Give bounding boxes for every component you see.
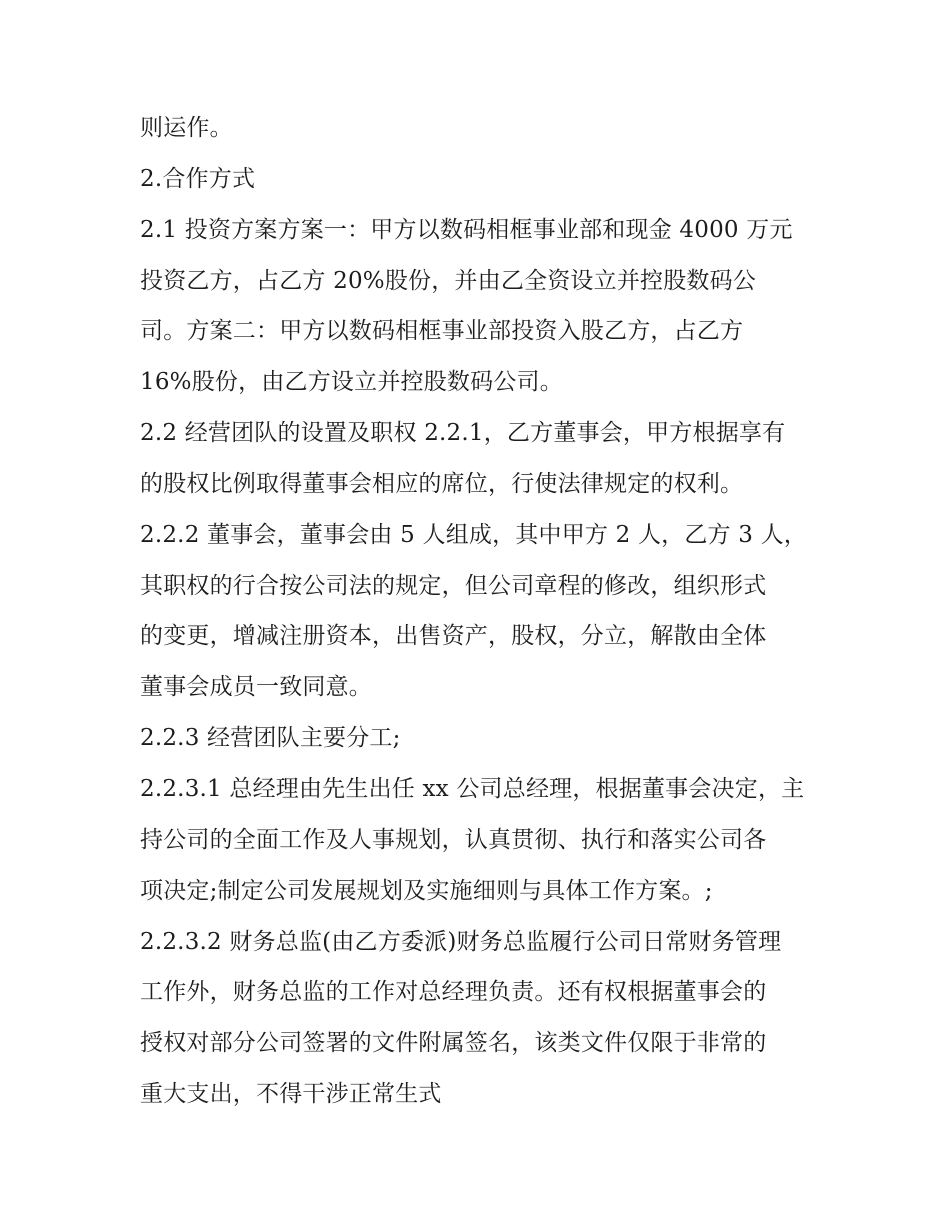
- text-line: 重大支出，不得干涉正常生式: [140, 1081, 442, 1108]
- text-line: 则运作。: [140, 115, 233, 141]
- text-line: 2.1 投资方案方案一：甲方以数码相框事业部和现金 4000 万元: [140, 216, 793, 243]
- text-line: 2.2.3 经营团队主要分工;: [140, 725, 401, 752]
- text-line: 2.2 经营团队的设置及职权 2.2.1，乙方董事会，甲方根据享有: [140, 420, 786, 447]
- text-line: 的变更，增减注册资本，出售资产，股权，分立，解散由全体: [140, 623, 767, 650]
- text-line: 投资乙方，占乙方 20%股份，并由乙全资设立并控股数码公: [140, 267, 757, 294]
- text-line: 其职权的行合按公司法的规定，但公司章程的修改，组织形式: [140, 572, 767, 599]
- text-line: 项决定;制定公司发展规划及实施细则与具体工作方案。;: [140, 877, 713, 904]
- text-line: 16%股份，由乙方设立并控股数码公司。: [140, 369, 563, 396]
- section-heading: 2.合作方式: [140, 165, 256, 192]
- text-line: 2.2.2 董事会，董事会由 5 人组成，其中甲方 2 人，乙方 3 人，: [140, 521, 807, 548]
- text-line: 授权对部分公司签署的文件附属签名，该类文件仅限于非常的: [140, 1030, 767, 1057]
- text-line: 司。方案二：甲方以数码相框事业部投资入股乙方，占乙方: [140, 318, 744, 345]
- document-body: [140, 103, 820, 1120]
- text-line: 董事会成员一致同意。: [140, 674, 372, 701]
- text-line: 的股权比例取得董事会相应的席位，行使法律规定的权利。: [140, 470, 744, 497]
- text-line: 2.2.3.1 总经理由先生出任 xx 公司总经理，根据董事会决定，主: [140, 775, 805, 802]
- text-line: 持公司的全面工作及人事规划，认真贯彻、执行和落实公司各: [140, 826, 767, 853]
- text-line: 工作外，财务总监的工作对总经理负责。还有权根据董事会的: [140, 979, 767, 1006]
- text-line: 2.2.3.2 财务总监(由乙方委派)财务总监履行公司日常财务管理: [140, 928, 782, 955]
